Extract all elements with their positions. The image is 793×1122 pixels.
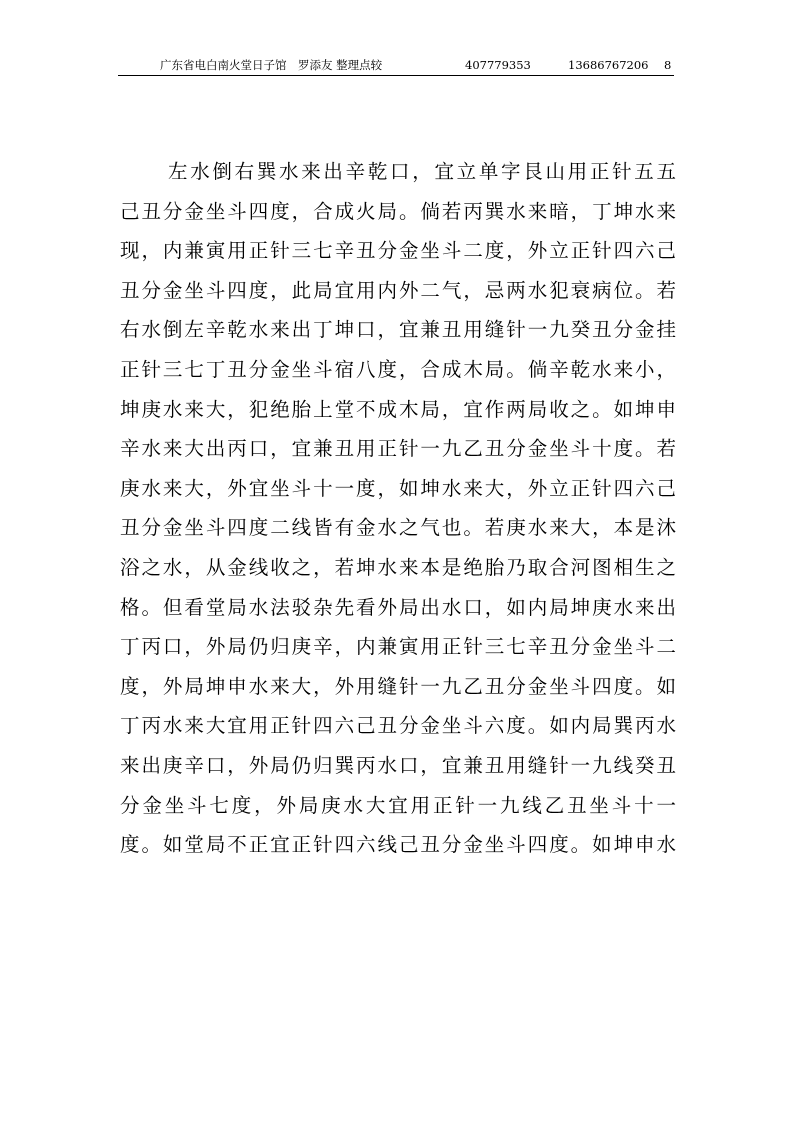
text-line: 格。但看堂局水法驳杂先看外局出水口，如内局坤庚水来出 — [120, 595, 676, 619]
text-line: 丑分金坐斗四度二线皆有金水之气也。若庚水来大，本是沐 — [120, 516, 676, 540]
text-line: 左水倒右巽水来出辛乾口，宜立单字艮山用正针五五 — [168, 160, 676, 183]
header-qq-number: 407779353 — [465, 58, 531, 72]
header-phone-number: 13686767206 — [568, 58, 649, 72]
text-line: 度，外局坤申水来大，外用缝针一九乙丑分金坐斗四度。如 — [120, 674, 676, 698]
text-line: 辛水来大出丙口，宜兼丑用正针一九乙丑分金坐斗十度。若 — [120, 437, 676, 461]
text-line: 来出庚辛口，外局仍归巽丙水口，宜兼丑用缝针一九线癸丑 — [120, 753, 676, 777]
text-line: 丁丙口，外局仍归庚辛，内兼寅用正针三七辛丑分金坐斗二 — [120, 635, 676, 659]
text-line: 丑分金坐斗四度，此局宜用内外二气，忌两水犯衰病位。若 — [120, 278, 676, 302]
text-line: 己丑分金坐斗四度，合成火局。倘若丙巽水来暗，丁坤水来 — [120, 199, 676, 223]
text-line: 分金坐斗七度，外局庚水大宜用正针一九线乙丑坐斗十一 — [120, 793, 676, 817]
text-line: 度。如堂局不正宜正针四六线己丑分金坐斗四度。如坤申水 — [120, 833, 676, 857]
text-line: 丁丙水来大宜用正针四六己丑分金坐斗六度。如内局巽丙水 — [120, 714, 676, 738]
text-line: 浴之水，从金线收之，若坤水来本是绝胎乃取合河图相生之 — [120, 555, 676, 579]
header-title: 广东省电白南火堂日子馆 罗添友 整理点较 — [160, 58, 383, 72]
text-line: 现，内兼寅用正针三七辛丑分金坐斗二度，外立正针四六己 — [120, 239, 676, 263]
text-line: 庚水来大，外宜坐斗十一度，如坤水来大，外立正针四六己 — [120, 476, 676, 500]
body-text — [120, 152, 676, 865]
header-page-number: 8 — [664, 58, 672, 72]
text-line: 右水倒左辛乾水来出丁坤口，宜兼丑用缝针一九癸丑分金挂 — [120, 318, 676, 342]
page-header — [118, 55, 674, 76]
text-line: 正针三七丁丑分金坐斗宿八度，合成木局。倘辛乾水来小， — [120, 357, 676, 381]
text-line: 坤庚水来大，犯绝胎上堂不成木局，宜作两局收之。如坤申 — [120, 397, 676, 421]
